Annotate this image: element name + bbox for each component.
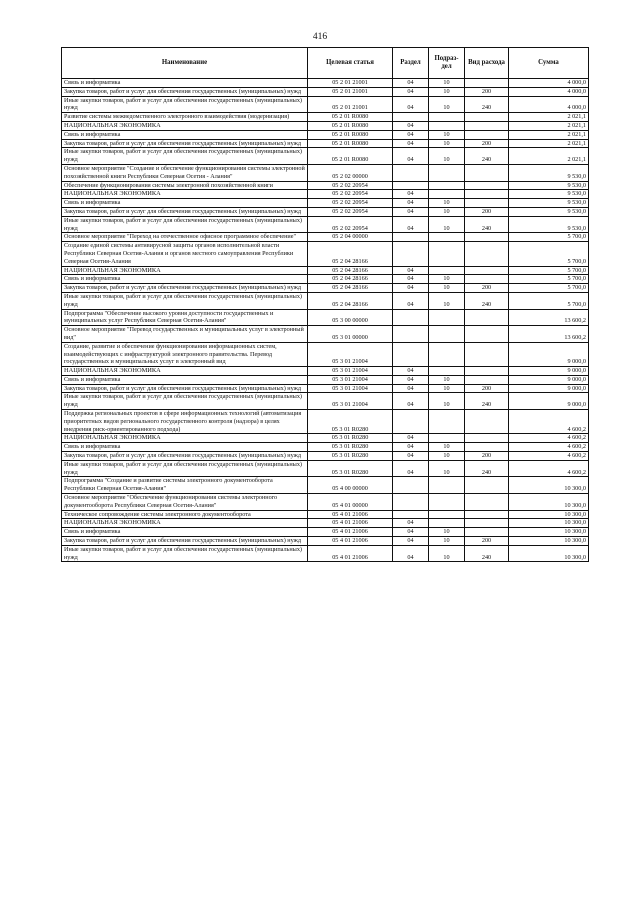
cell-amount: 5 700,0 (509, 233, 589, 242)
table-row (62, 434, 589, 443)
budget-table (61, 47, 589, 562)
table-row (62, 494, 589, 511)
cell-article: 05 2 02 00000 (308, 164, 393, 181)
cell-expense-type: 200 (465, 452, 509, 461)
cell-amount: 10 300,0 (509, 545, 589, 562)
table-row (62, 207, 589, 216)
cell-article: 05 2 02 20954 (308, 181, 393, 190)
cell-article: 05 2 01 R0080 (308, 139, 393, 148)
cell-subsection: 10 (429, 148, 465, 165)
cell-expense-type: 240 (465, 148, 509, 165)
table-row (62, 190, 589, 199)
cell-name: Иные закупки товаров, работ и услуг для обеспечения государственных (муниципальных) нужд (62, 460, 308, 477)
cell-expense-type (465, 242, 509, 266)
cell-section (393, 233, 429, 242)
cell-name: Связь и информатика (62, 79, 308, 88)
cell-amount: 13 600,2 (509, 326, 589, 343)
cell-subsection: 10 (429, 537, 465, 546)
cell-section (393, 309, 429, 326)
cell-article: 05 2 01 21001 (308, 87, 393, 96)
table-row (62, 528, 589, 537)
cell-name: Иные закупки товаров, работ и услуг для обеспечения государственных (муниципальных) нужд (62, 216, 308, 233)
cell-amount: 9 000,0 (509, 393, 589, 410)
cell-article: 05 2 02 20954 (308, 190, 393, 199)
cell-expense-type (465, 342, 509, 366)
cell-name: Иные закупки товаров, работ и услуг для обеспечения государственных (муниципальных) нужд (62, 393, 308, 410)
cell-expense-type (465, 266, 509, 275)
cell-section: 04 (393, 139, 429, 148)
cell-section: 04 (393, 130, 429, 139)
cell-subsection (429, 494, 465, 511)
cell-subsection: 10 (429, 139, 465, 148)
cell-article: 05 2 04 00000 (308, 233, 393, 242)
cell-name: НАЦИОНАЛЬНАЯ ЭКОНОМИКА (62, 519, 308, 528)
cell-article: 05 4 01 21006 (308, 528, 393, 537)
cell-expense-type (465, 443, 509, 452)
cell-subsection: 10 (429, 284, 465, 293)
cell-subsection: 10 (429, 443, 465, 452)
cell-expense-type (465, 190, 509, 199)
cell-amount: 4 000,0 (509, 96, 589, 113)
cell-article: 05 3 01 21004 (308, 375, 393, 384)
cell-amount: 5 700,0 (509, 266, 589, 275)
cell-amount: 4 600,2 (509, 460, 589, 477)
cell-expense-type: 240 (465, 460, 509, 477)
cell-section: 04 (393, 96, 429, 113)
cell-amount: 10 300,0 (509, 519, 589, 528)
cell-name: Обеспечение функционирования системы электронной похозяйственной книги (62, 181, 308, 190)
cell-name: Подпрограмма "Обеспечение высокого уровня доступности государственных и муниципальных услуг Республики Северная Осетия-Алания" (62, 309, 308, 326)
table-row (62, 367, 589, 376)
cell-section (393, 342, 429, 366)
cell-subsection (429, 434, 465, 443)
cell-subsection: 10 (429, 275, 465, 284)
cell-amount: 9 530,0 (509, 207, 589, 216)
cell-section: 04 (393, 367, 429, 376)
cell-amount: 2 021,1 (509, 148, 589, 165)
cell-expense-type (465, 164, 509, 181)
cell-amount: 4 600,2 (509, 443, 589, 452)
cell-article: 05 3 01 21004 (308, 367, 393, 376)
table-row (62, 139, 589, 148)
table-row (62, 113, 589, 122)
cell-amount: 9 530,0 (509, 190, 589, 199)
cell-amount: 4 600,2 (509, 452, 589, 461)
page-number: 416 (312, 32, 328, 42)
cell-subsection: 10 (429, 216, 465, 233)
cell-article: 05 3 01 R0280 (308, 443, 393, 452)
cell-expense-type (465, 375, 509, 384)
cell-name: Подпрограмма "Создание и развитие системы электронного документооборота Республики Северная Осетия-Алания" (62, 477, 308, 494)
table-row (62, 199, 589, 208)
table-row (62, 375, 589, 384)
cell-section: 04 (393, 284, 429, 293)
cell-subsection: 10 (429, 393, 465, 410)
cell-subsection (429, 242, 465, 266)
table-row (62, 121, 589, 130)
cell-expense-type: 200 (465, 384, 509, 393)
cell-expense-type (465, 410, 509, 434)
cell-article: 05 3 01 R0280 (308, 460, 393, 477)
cell-article: 05 2 01 R0080 (308, 121, 393, 130)
cell-expense-type: 240 (465, 292, 509, 309)
cell-name: НАЦИОНАЛЬНАЯ ЭКОНОМИКА (62, 266, 308, 275)
cell-article: 05 4 01 21006 (308, 519, 393, 528)
cell-amount: 9 530,0 (509, 164, 589, 181)
cell-subsection (429, 519, 465, 528)
table-row (62, 519, 589, 528)
table-row (62, 284, 589, 293)
cell-name: Основное мероприятие "Создание и обеспечение функционирования системы электронной похозяйственной книги Республики Северная Осетия - Алания" (62, 164, 308, 181)
cell-section: 04 (393, 452, 429, 461)
cell-expense-type (465, 113, 509, 122)
cell-amount: 10 300,0 (509, 537, 589, 546)
cell-section: 04 (393, 121, 429, 130)
table-row (62, 275, 589, 284)
cell-name: Связь и информатика (62, 275, 308, 284)
cell-name: Закупка товаров, работ и услуг для обеспечения государственных (муниципальных) нужд (62, 537, 308, 546)
cell-name: Иные закупки товаров, работ и услуг для обеспечения государственных (муниципальных) нужд (62, 148, 308, 165)
cell-amount: 10 300,0 (509, 528, 589, 537)
cell-article: 05 2 02 20954 (308, 216, 393, 233)
cell-subsection (429, 181, 465, 190)
table-row (62, 309, 589, 326)
cell-section: 04 (393, 266, 429, 275)
cell-article: 05 2 01 R0080 (308, 113, 393, 122)
cell-amount: 2 021,1 (509, 139, 589, 148)
cell-expense-type: 240 (465, 393, 509, 410)
cell-expense-type (465, 494, 509, 511)
cell-amount: 4 000,0 (509, 87, 589, 96)
cell-article: 05 2 01 21001 (308, 96, 393, 113)
cell-expense-type: 240 (465, 216, 509, 233)
header-section: Раздел (393, 48, 429, 79)
cell-subsection (429, 309, 465, 326)
cell-section: 04 (393, 519, 429, 528)
cell-article: 05 4 01 21006 (308, 510, 393, 519)
cell-amount: 9 000,0 (509, 375, 589, 384)
cell-expense-type: 240 (465, 96, 509, 113)
cell-subsection: 10 (429, 545, 465, 562)
cell-expense-type: 200 (465, 87, 509, 96)
cell-name: Связь и информатика (62, 199, 308, 208)
cell-name: НАЦИОНАЛЬНАЯ ЭКОНОМИКА (62, 190, 308, 199)
cell-name: Создание единой системы антивирусной защиты органов исполнительной власти Республики Северная Осетия-Алания и органов местного самоуправления Республики Северная Осетия-Алания (62, 242, 308, 266)
cell-name: Связь и информатика (62, 375, 308, 384)
cell-amount: 9 000,0 (509, 367, 589, 376)
table-row (62, 164, 589, 181)
table-row (62, 393, 589, 410)
table-row (62, 452, 589, 461)
cell-name: Техническое сопровождение системы электронного документооборота (62, 510, 308, 519)
cell-amount: 5 700,0 (509, 292, 589, 309)
header-name: Наименование (62, 48, 308, 79)
cell-section: 04 (393, 384, 429, 393)
cell-section (393, 181, 429, 190)
cell-name: Основное мероприятие "Перевод государственных и муниципальных услуг в электронный вид" (62, 326, 308, 343)
cell-expense-type: 200 (465, 207, 509, 216)
table-row (62, 266, 589, 275)
cell-amount: 9 530,0 (509, 199, 589, 208)
cell-subsection: 10 (429, 79, 465, 88)
cell-subsection: 10 (429, 87, 465, 96)
cell-amount: 4 600,2 (509, 434, 589, 443)
cell-article: 05 2 04 28166 (308, 284, 393, 293)
cell-subsection (429, 266, 465, 275)
cell-subsection: 10 (429, 375, 465, 384)
header-amount: Сумма (509, 48, 589, 79)
table-row (62, 87, 589, 96)
table-row (62, 96, 589, 113)
cell-amount: 9 530,0 (509, 216, 589, 233)
table-row (62, 477, 589, 494)
cell-expense-type: 200 (465, 284, 509, 293)
cell-name: Иные закупки товаров, работ и услуг для обеспечения государственных (муниципальных) нужд (62, 96, 308, 113)
cell-section: 04 (393, 545, 429, 562)
cell-section: 04 (393, 275, 429, 284)
cell-subsection (429, 113, 465, 122)
cell-name: Развитие системы межведомственного электронного взаимодействия (модернизация) (62, 113, 308, 122)
cell-expense-type (465, 519, 509, 528)
cell-subsection (429, 342, 465, 366)
cell-section: 04 (393, 393, 429, 410)
cell-amount: 9 530,0 (509, 181, 589, 190)
table-row (62, 181, 589, 190)
cell-section: 04 (393, 190, 429, 199)
cell-subsection: 10 (429, 130, 465, 139)
cell-section (393, 113, 429, 122)
cell-article: 05 2 04 28166 (308, 275, 393, 284)
cell-name: НАЦИОНАЛЬНАЯ ЭКОНОМИКА (62, 121, 308, 130)
cell-amount: 2 021,1 (509, 130, 589, 139)
cell-section: 04 (393, 460, 429, 477)
cell-expense-type (465, 510, 509, 519)
cell-subsection: 10 (429, 452, 465, 461)
cell-subsection (429, 164, 465, 181)
cell-article: 05 2 01 21001 (308, 79, 393, 88)
cell-article: 05 2 04 28166 (308, 266, 393, 275)
cell-expense-type (465, 79, 509, 88)
cell-subsection (429, 121, 465, 130)
cell-article: 05 2 01 R0080 (308, 130, 393, 139)
cell-article: 05 3 00 00000 (308, 309, 393, 326)
cell-article: 05 2 01 R0080 (308, 148, 393, 165)
cell-amount: 5 700,0 (509, 242, 589, 266)
cell-article: 05 2 02 20954 (308, 199, 393, 208)
cell-section: 04 (393, 87, 429, 96)
cell-expense-type (465, 130, 509, 139)
table-row (62, 384, 589, 393)
table-row (62, 545, 589, 562)
table-row (62, 537, 589, 546)
cell-article: 05 4 01 21006 (308, 537, 393, 546)
cell-subsection (429, 233, 465, 242)
table-row (62, 342, 589, 366)
cell-name: Иные закупки товаров, работ и услуг для обеспечения государственных (муниципальных) нужд (62, 292, 308, 309)
cell-expense-type: 200 (465, 139, 509, 148)
header-subsection: Подраз-дел (429, 48, 465, 79)
table-row (62, 148, 589, 165)
cell-amount: 2 021,1 (509, 113, 589, 122)
cell-expense-type (465, 477, 509, 494)
cell-section: 04 (393, 79, 429, 88)
table-row (62, 130, 589, 139)
cell-subsection (429, 367, 465, 376)
cell-name: Закупка товаров, работ и услуг для обеспечения государственных (муниципальных) нужд (62, 284, 308, 293)
cell-name: Закупка товаров, работ и услуг для обеспечения государственных (муниципальных) нужд (62, 384, 308, 393)
cell-section: 04 (393, 216, 429, 233)
cell-section: 04 (393, 528, 429, 537)
table-row (62, 216, 589, 233)
cell-amount: 10 300,0 (509, 477, 589, 494)
cell-expense-type: 240 (465, 545, 509, 562)
cell-expense-type (465, 233, 509, 242)
cell-subsection: 10 (429, 528, 465, 537)
table-row (62, 443, 589, 452)
cell-subsection: 10 (429, 460, 465, 477)
cell-subsection: 10 (429, 292, 465, 309)
table-row (62, 460, 589, 477)
cell-name: Поддержка региональных проектов в сфере информационных технологий (автоматизация приоритетных видов регионального государственного контроля (надзора) в целях внедрения риск-ориентированного подхода) (62, 410, 308, 434)
cell-article: 05 2 02 20954 (308, 207, 393, 216)
cell-subsection (429, 326, 465, 343)
cell-name: Основное мероприятие "Переход на отечественное офисное программное обеспечение" (62, 233, 308, 242)
cell-section: 04 (393, 199, 429, 208)
cell-amount: 10 300,0 (509, 494, 589, 511)
cell-expense-type (465, 199, 509, 208)
cell-article: 05 2 04 28166 (308, 292, 393, 309)
cell-subsection: 10 (429, 199, 465, 208)
cell-expense-type (465, 326, 509, 343)
cell-amount: 10 300,0 (509, 510, 589, 519)
cell-expense-type (465, 367, 509, 376)
cell-name: Создание, развитие и обеспечение функционирования информационных систем, взаимодействующих с инфраструктурой электронного правительства. Перевод государственных и муниципальных услуг в электронный вид (62, 342, 308, 366)
cell-name: Основное мероприятие "Обеспечение функционирования системы электронного документооборота Республики Северная Осетия-Алания" (62, 494, 308, 511)
cell-article: 05 3 01 R0280 (308, 452, 393, 461)
cell-section: 04 (393, 292, 429, 309)
cell-amount: 4 000,0 (509, 79, 589, 88)
cell-amount: 5 700,0 (509, 275, 589, 284)
cell-article: 05 3 01 R0280 (308, 434, 393, 443)
table-row (62, 510, 589, 519)
table-header-row (62, 48, 589, 79)
cell-section (393, 494, 429, 511)
table-row (62, 79, 589, 88)
cell-subsection: 10 (429, 207, 465, 216)
cell-section (393, 410, 429, 434)
table-body (62, 79, 589, 562)
cell-amount: 4 600,2 (509, 410, 589, 434)
cell-name: Закупка товаров, работ и услуг для обеспечения государственных (муниципальных) нужд (62, 139, 308, 148)
cell-expense-type: 200 (465, 537, 509, 546)
cell-article: 05 4 00 00000 (308, 477, 393, 494)
cell-name: Связь и информатика (62, 528, 308, 537)
cell-section: 04 (393, 537, 429, 546)
cell-name: НАЦИОНАЛЬНАЯ ЭКОНОМИКА (62, 434, 308, 443)
cell-amount: 9 000,0 (509, 384, 589, 393)
cell-name: Закупка товаров, работ и услуг для обеспечения государственных (муниципальных) нужд (62, 87, 308, 96)
cell-name: НАЦИОНАЛЬНАЯ ЭКОНОМИКА (62, 367, 308, 376)
cell-expense-type (465, 181, 509, 190)
cell-subsection (429, 477, 465, 494)
cell-expense-type (465, 275, 509, 284)
table-row (62, 410, 589, 434)
cell-amount: 2 021,1 (509, 121, 589, 130)
cell-article: 05 2 04 28166 (308, 242, 393, 266)
cell-name: Связь и информатика (62, 130, 308, 139)
cell-expense-type (465, 528, 509, 537)
cell-section: 04 (393, 148, 429, 165)
cell-expense-type (465, 434, 509, 443)
table-row (62, 326, 589, 343)
cell-section: 04 (393, 443, 429, 452)
header-article: Целевая статья (308, 48, 393, 79)
cell-expense-type (465, 309, 509, 326)
cell-name: Связь и информатика (62, 443, 308, 452)
cell-section (393, 510, 429, 519)
cell-name: Закупка товаров, работ и услуг для обеспечения государственных (муниципальных) нужд (62, 207, 308, 216)
cell-subsection: 10 (429, 384, 465, 393)
cell-subsection: 10 (429, 96, 465, 113)
cell-article: 05 4 01 21006 (308, 545, 393, 562)
cell-amount: 5 700,0 (509, 284, 589, 293)
cell-amount: 13 600,2 (509, 309, 589, 326)
cell-section: 04 (393, 434, 429, 443)
cell-subsection (429, 510, 465, 519)
cell-article: 05 3 01 R0280 (308, 410, 393, 434)
cell-name: Закупка товаров, работ и услуг для обеспечения государственных (муниципальных) нужд (62, 452, 308, 461)
cell-article: 05 3 01 21004 (308, 342, 393, 366)
cell-amount: 9 000,0 (509, 342, 589, 366)
cell-section (393, 164, 429, 181)
cell-section: 04 (393, 375, 429, 384)
cell-section (393, 242, 429, 266)
header-expense-type: Вид расхода (465, 48, 509, 79)
cell-article: 05 4 01 00000 (308, 494, 393, 511)
cell-section (393, 326, 429, 343)
cell-section: 04 (393, 207, 429, 216)
cell-expense-type (465, 121, 509, 130)
cell-subsection (429, 410, 465, 434)
cell-name: Иные закупки товаров, работ и услуг для обеспечения государственных (муниципальных) нужд (62, 545, 308, 562)
cell-article: 05 3 01 21004 (308, 393, 393, 410)
cell-article: 05 3 01 21004 (308, 384, 393, 393)
cell-section (393, 477, 429, 494)
table-row (62, 233, 589, 242)
cell-article: 05 3 01 00000 (308, 326, 393, 343)
table-row (62, 292, 589, 309)
cell-subsection (429, 190, 465, 199)
table-row (62, 242, 589, 266)
